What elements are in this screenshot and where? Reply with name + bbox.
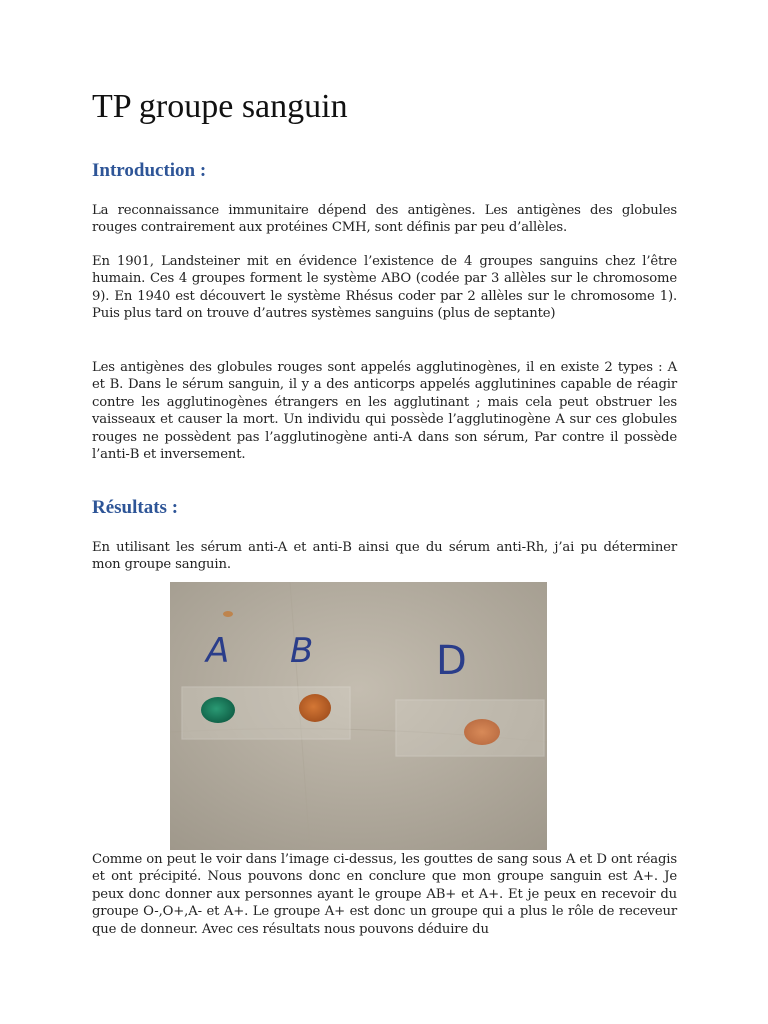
resultats-heading: Résultats : [92,497,179,518]
label-d: D [436,638,467,684]
label-a: A [206,631,230,671]
intro-paragraph-2: En 1901, Landsteiner mit en évidence l’existence de 4 groupes sanguins chez l’être humain. Ces 4 groupes forment le système ABO (codée par 3 allèles sur le chromosome 9). En 1940 est découvert le système Rhésus coder par 2 allèles sur le chromosome 1). Puis plus tard on trouve d’autres systèmes sanguins (plus de septante) [92,254,677,322]
resultats-intro-paragraph: En utilisant les sérum anti-A et anti-B ainsi que du sérum anti-Rh, j’ai pu déterminer mon groupe sanguin. [92,540,677,573]
intro-paragraph-3: Les antigènes des globules rouges sont appelés agglutinogènes, il en existe 2 types : A et B. Dans le sérum sanguin, il y a des anticorps appelés agglutinines capable de réagir contre les agglutinogènes étrangers en les agglutinant ; mais cela peut obstruer les vaisseaux et causer la mort. Un individu qui possède l’agglutinogène A sur ces globules rouges ne possèdent pas l’agglutinogène anti-A dans son sérum, Par contre il possède l’anti-B et inversement. [92,360,677,463]
stain-mark [223,611,233,617]
page-title: TP groupe sanguin [92,88,348,125]
drop-d-agglutinated [464,719,500,745]
resultats-conclusion-paragraph: Comme on peut le voir dans l’image ci-dessus, les gouttes de sang sous A et D ont réagis et ont précipité. Nous pouvons donc en conclure que mon groupe sanguin est A+. Je peux donc donner aux personnes ayant le groupe AB+ et A+. Et je peux en recevoir du groupe O-,O+,A- et A+. Le groupe A+ est donc un groupe qui a plus le rôle de receveur que de donneur. Avec ces résultats nous pouvons déduire du [92,852,677,937]
blood-test-illustration [170,582,547,850]
blood-test-photo [170,582,547,850]
drop-a-agglutinated [201,697,235,723]
drop-b [299,694,331,722]
introduction-heading: Introduction : [92,160,207,181]
intro-paragraph-1: La reconnaissance immunitaire dépend des antigènes. Les antigènes des globules rouges contrairement aux protéines CMH, sont définis par peu d’allèles. [92,203,677,236]
label-b: B [290,631,314,671]
